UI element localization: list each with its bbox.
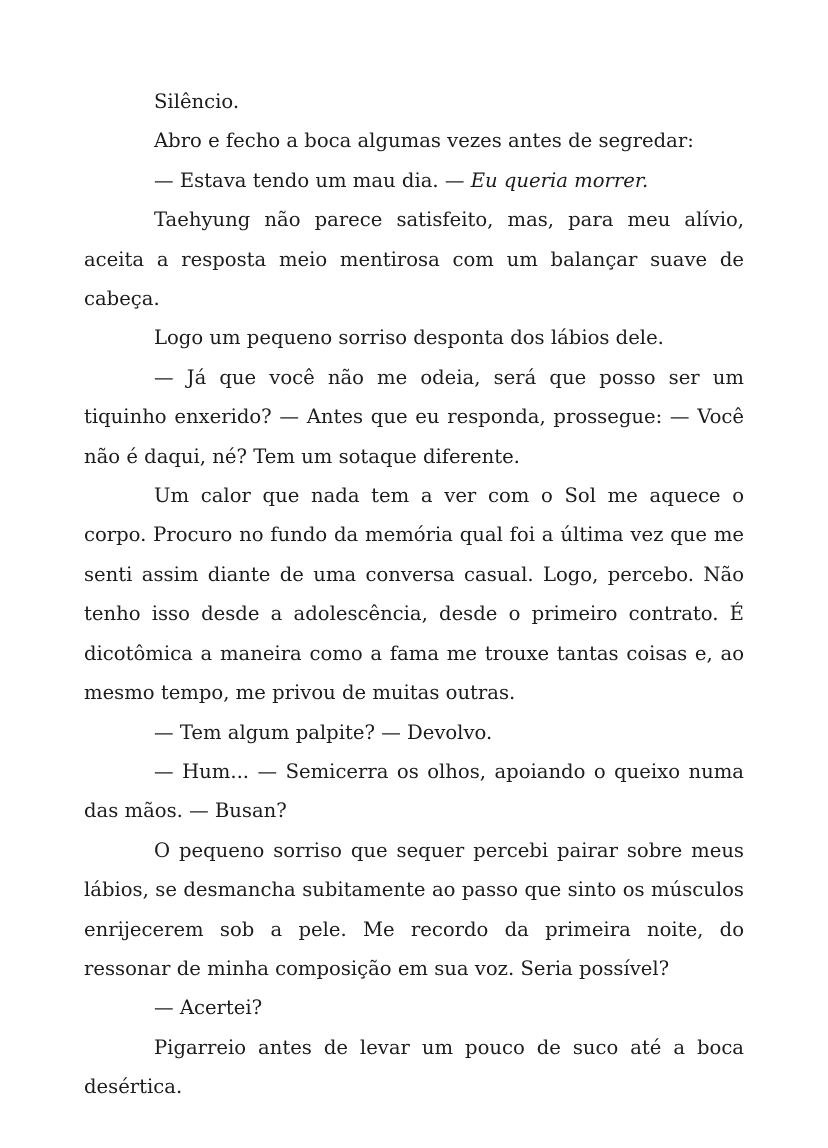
paragraph: — Acertei? bbox=[154, 996, 263, 1020]
paragraph: Silêncio. bbox=[154, 90, 240, 113]
italic-thought: Eu queria morrer. bbox=[470, 168, 649, 192]
paragraph-text: — Estava tendo um mau dia. — bbox=[154, 168, 471, 192]
paragraph: — Tem algum palpite? — Devolvo. bbox=[154, 720, 493, 744]
paragraph: Pigarreio antes de levar um pouco de suco até a boca desértica. bbox=[84, 1035, 744, 1099]
paragraph bbox=[84, 161, 744, 200]
book-page-text bbox=[84, 82, 744, 1107]
paragraph: — Já que você não me odeia, será que posso ser um tiquinho enxerido? — Antes que eu responda, prossegue: — Você não é daqui, né? Tem um sotaque diferente. bbox=[84, 365, 744, 468]
paragraph: Logo um pequeno sorriso desponta dos lábios dele. bbox=[154, 326, 664, 350]
paragraph: Um calor que nada tem a ver com o Sol me aquece o corpo. Procuro no fundo da memória qual foi a última vez que me senti assim diante de uma conversa casual. Logo, percebo. Não tenho isso desde a adolescência, desde o primeiro contrato. É dicotômica a maneira como a fama me trouxe tantas coisas e, ao mesmo tempo, me privou de muitas outras. bbox=[84, 484, 744, 705]
paragraph: — Hum... — Semicerra os olhos, apoiando o queixo numa das mãos. — Busan? bbox=[84, 759, 744, 823]
paragraph: Taehyung não parece satisfeito, mas, para meu alívio, aceita a resposta meio mentirosa com um balançar suave de cabeça. bbox=[84, 208, 744, 311]
paragraph: Abro e fecho a boca algumas vezes antes de segredar: bbox=[154, 129, 694, 153]
paragraph: O pequeno sorriso que sequer percebi pairar sobre meus lábios, se desmancha subitamente ao passo que sinto os músculos enrijecerem sob a pele. Me recordo da primeira noite, do ressonar de minha composição em sua voz. Seria possível? bbox=[84, 838, 744, 980]
